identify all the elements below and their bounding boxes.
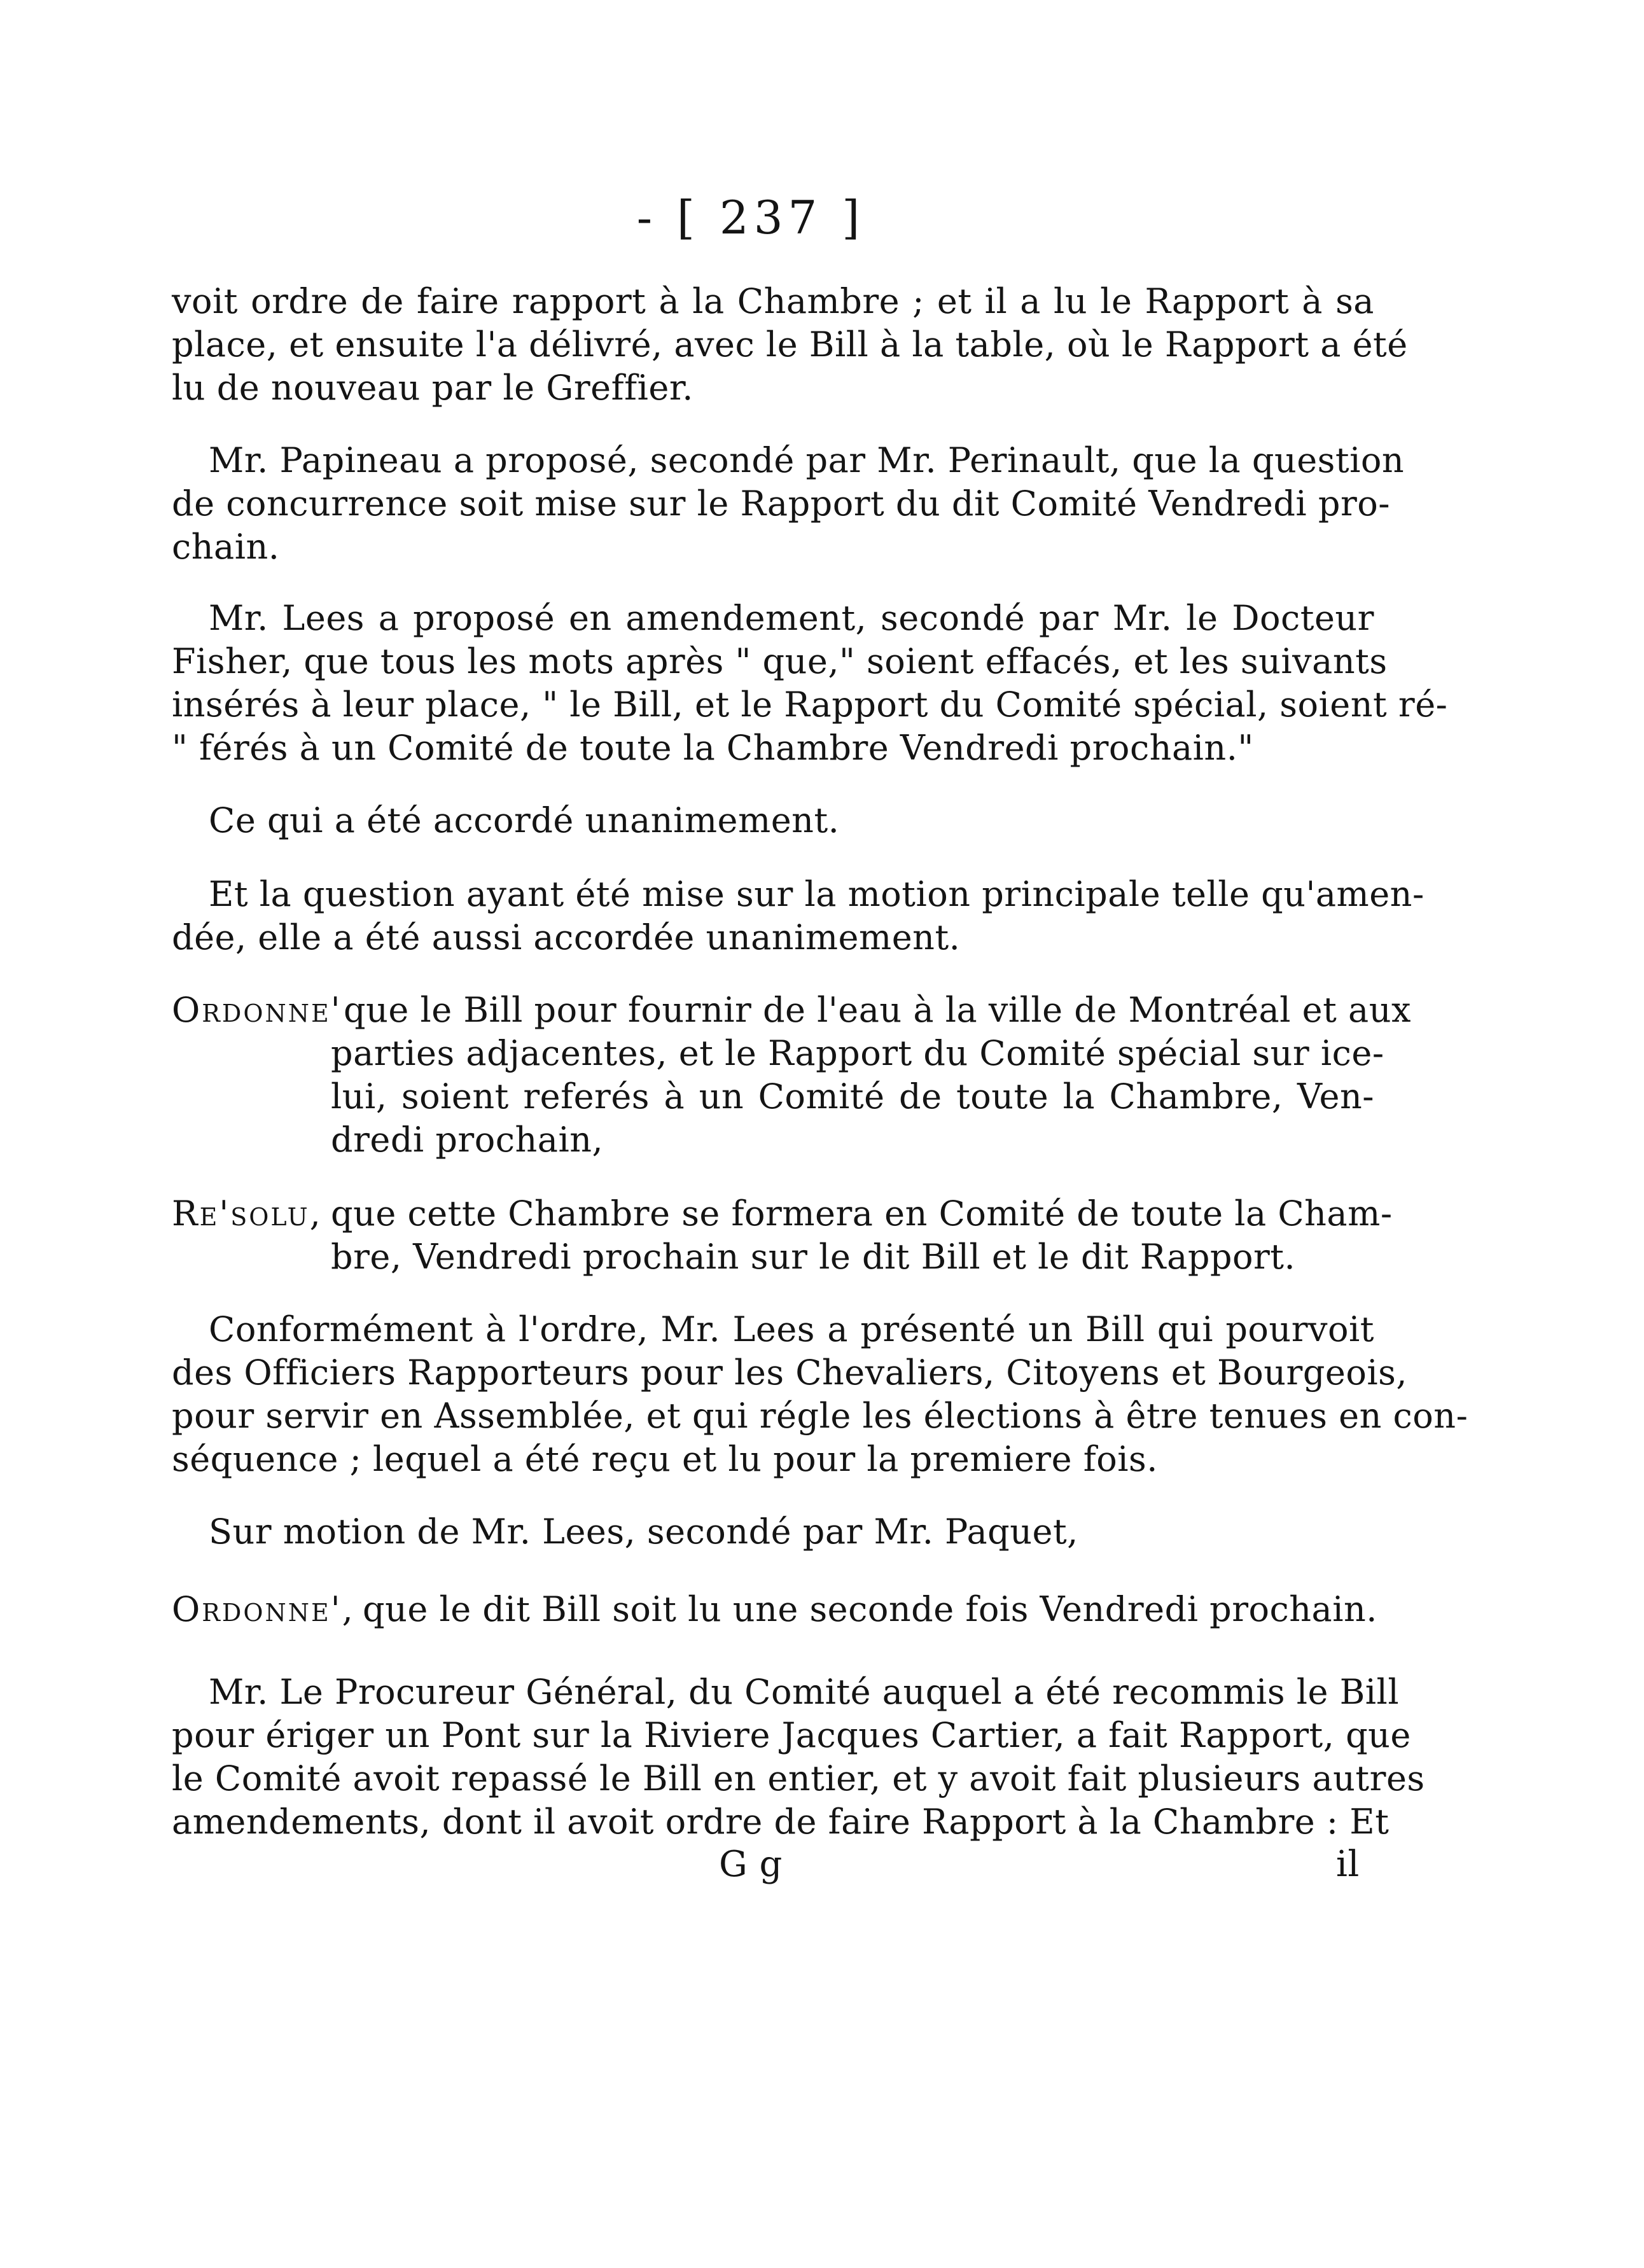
text-line: lu de nouveau par le Greffier. — [172, 368, 693, 408]
text-line: lui, soient referés à un Comité de toute la Chambre, Ven- — [331, 1076, 1374, 1117]
ordonne-label: Ordonne', — [172, 1589, 355, 1629]
text-line: Et la question ayant été mise sur la motion principale telle qu'amen- — [209, 874, 1425, 914]
text-line: Sur motion de Mr. Lees, secondé par Mr. Paquet, — [209, 1512, 1078, 1552]
text-line: amendements, dont il avoit ordre de faire Rapport à la Chambre : Et — [172, 1802, 1390, 1842]
resolu-label: Re'solu, — [172, 1193, 323, 1234]
text-line: Fisher, que tous les mots après " que," soient effacés, et les suivants — [172, 641, 1388, 681]
text-line: dredi prochain, — [331, 1120, 604, 1160]
text-line: Mr. Le Procureur Général, du Comité auquel a été recommis le Bill — [209, 1672, 1400, 1712]
text-line: insérés à leur place, " le Bill, et le Rapport du Comité spécial, soient ré- — [172, 685, 1448, 725]
text-line: Mr. Lees a proposé en amendement, secondé par Mr. le Docteur — [209, 598, 1374, 638]
text-line: le Comité avoit repassé le Bill en entier, et y avoit fait plusieurs autres — [172, 1758, 1425, 1798]
text-line: séquence ; lequel a été reçu et lu pour la premiere fois. — [172, 1439, 1158, 1479]
text-line: " férés à un Comité de toute la Chambre Vendredi prochain." — [172, 728, 1254, 768]
ordonne-label: Ordonne' — [172, 990, 342, 1030]
text-line: Mr. Papineau a proposé, secondé par Mr. Perinault, que la question — [209, 440, 1405, 480]
text-line: dée, elle a été aussi accordée unanimement. — [172, 917, 961, 957]
text-line: parties adjacentes, et le Rapport du Comité spécial sur ice- — [331, 1033, 1384, 1073]
text-line: voit ordre de faire rapport à la Chambre ; et il a lu le Rapport à sa — [172, 281, 1374, 321]
text-line: bre, Vendredi prochain sur le dit Bill et le dit Rapport. — [331, 1237, 1296, 1277]
text-line: pour servir en Assemblée, et qui régle les élections à être tenues en con- — [172, 1396, 1468, 1436]
text-line: que le dit Bill soit lu une seconde fois Vendredi prochain. — [363, 1589, 1377, 1629]
page-number-header: - [ 237 ] — [636, 191, 865, 244]
text-line: Conformément à l'ordre, Mr. Lees a présenté un Bill qui pourvoit — [209, 1309, 1374, 1349]
text-line: de concurrence soit mise sur le Rapport du dit Comité Vendredi pro- — [172, 484, 1391, 524]
catchword: il — [1336, 1844, 1360, 1885]
text-line: pour ériger un Pont sur la Riviere Jacques Cartier, a fait Rapport, que — [172, 1715, 1411, 1755]
text-line: des Officiers Rapporteurs pour les Chevaliers, Citoyens et Bourgeois, — [172, 1353, 1408, 1393]
text-line: que cette Chambre se formera en Comité de toute la Cham- — [331, 1193, 1393, 1234]
text-line: place, et ensuite l'a délivré, avec le Bill à la table, où le Rapport a été — [172, 324, 1408, 365]
text-line: chain. — [172, 527, 280, 567]
text-line: que le Bill pour fournir de l'eau à la ville de Montréal et aux — [344, 990, 1411, 1030]
text-line: Ce qui a été accordé unanimement. — [209, 800, 840, 840]
signature-mark: G g — [719, 1844, 783, 1885]
